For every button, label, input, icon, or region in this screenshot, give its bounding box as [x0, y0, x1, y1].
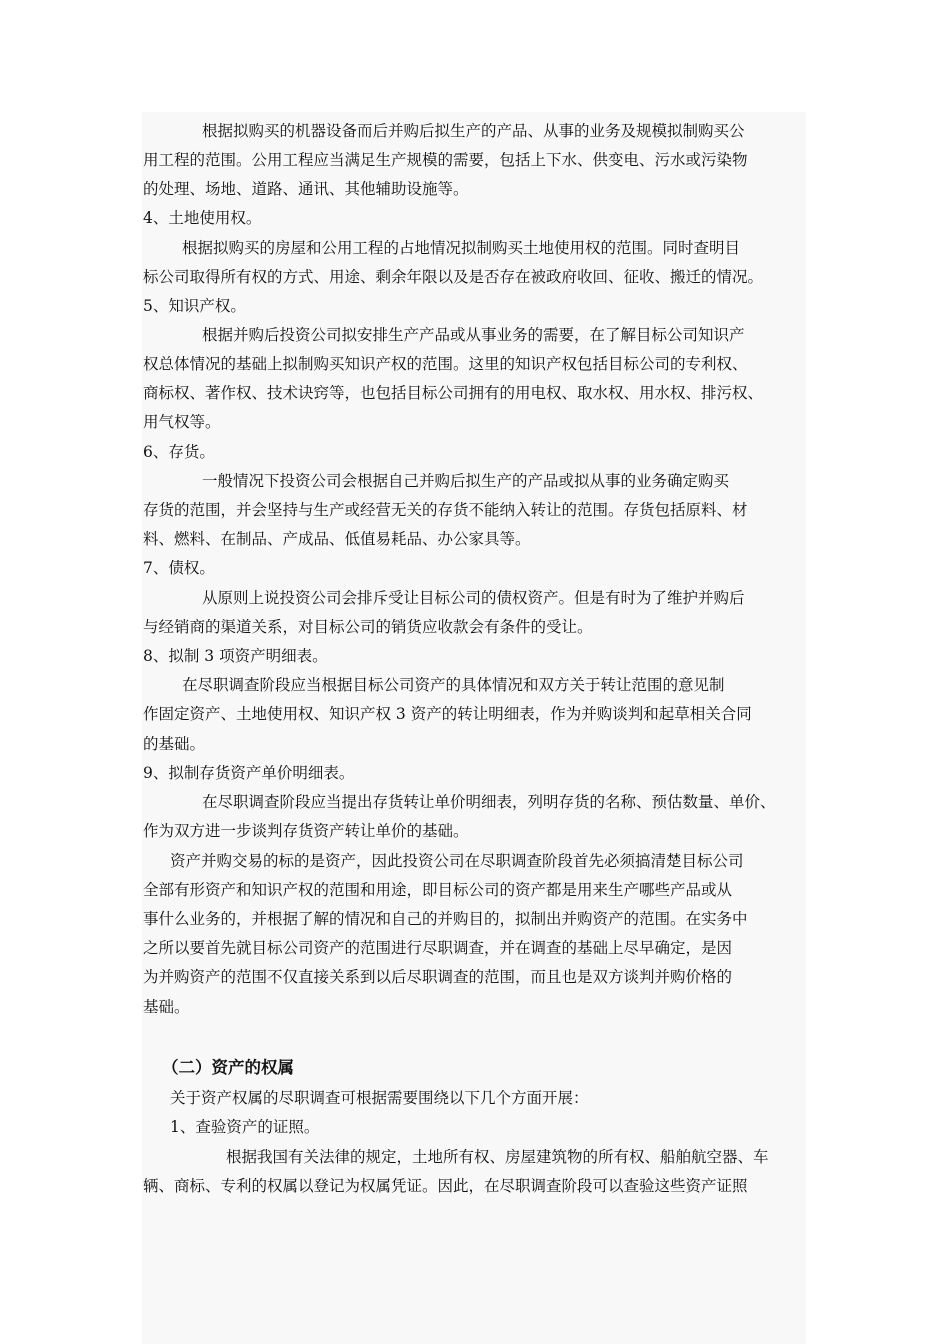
- paragraph-line: 标公司取得所有权的方式、用途、剩余年限以及是否存在被政府收回、征收、搬迁的情况。: [143, 268, 764, 286]
- paragraph-line: 资产并购交易的标的是资产，因此投资公司在尽职调查阶段首先必须搞清楚目标公司: [170, 852, 744, 870]
- paragraph-line: 在尽职调查阶段应当根据目标公司资产的具体情况和双方关于转让范围的意见制: [182, 676, 725, 694]
- paragraph-line: 关于资产权属的尽职调查可根据需要围绕以下几个方面开展：: [170, 1089, 589, 1107]
- paragraph-line: 根据拟购买的房屋和公用工程的占地情况拟制购买土地使用权的范围。同时查明目: [182, 239, 741, 257]
- paragraph-line: 辆、商标、专利的权属以登记为权属凭证。因此，在尽职调查阶段可以查验这些资产证照: [143, 1177, 748, 1195]
- paragraph-line: 商标权、著作权、技术诀窍等，也包括目标公司拥有的用电权、取水权、用水权、排污权、: [143, 384, 764, 402]
- list-item-heading: 6、存货。: [143, 443, 215, 461]
- list-item-heading: 1、查验资产的证照。: [170, 1118, 320, 1136]
- paragraph-line: 从原则上说投资公司会排斥受让目标公司的债权资产。但是有时为了维护并购后: [202, 589, 745, 607]
- paragraph-line: 的基础。: [143, 735, 206, 753]
- paragraph-line: 权总体情况的基础上拟制购买知识产权的范围。这里的知识产权包括目标公司的专利权、: [143, 355, 748, 373]
- list-item-heading: 5、知识产权。: [143, 297, 246, 315]
- list-item-heading: 4、土地使用权。: [143, 209, 262, 227]
- section-heading: （二）资产的权属: [162, 1058, 294, 1077]
- paragraph-line: 与经销商的渠道关系，对目标公司的销货应收款会有条件的受让。: [143, 618, 593, 636]
- paragraph-line: 根据并购后投资公司拟安排生产产品或从事业务的需要，在了解目标公司知识产: [202, 326, 745, 344]
- paragraph-line: 用工程的范围。公用工程应当满足生产规模的需要，包括上下水、供变电、污水或污染物: [143, 151, 748, 169]
- paragraph-line: 基础。: [143, 998, 190, 1016]
- paragraph-line: 为并购资产的范围不仅直接关系到以后尽职调查的范围，而且也是双方谈判并购价格的: [143, 968, 733, 986]
- paragraph-line: 在尽职调查阶段应当提出存货转让单价明细表，列明存货的名称、预估数量、单价、: [202, 793, 776, 811]
- paragraph-line: 之所以要首先就目标公司资产的范围进行尽职调查，并在调查的基础上尽早确定，是因: [143, 939, 733, 957]
- paragraph-line: 用气权等。: [143, 413, 221, 431]
- list-item-heading: 7、债权。: [143, 559, 215, 577]
- paragraph-line: 一般情况下投资公司会根据自己并购后拟生产的产品或拟从事的业务确定购买: [202, 472, 730, 490]
- list-item-heading: 8、拟制 3 项资产明细表。: [143, 647, 328, 665]
- paragraph-line: 作固定资产、土地使用权、知识产权 3 资产的转让明细表，作为并购谈判和起草相关合同: [143, 705, 752, 723]
- paragraph-line: 全部有形资产和知识产权的范围和用途，即目标公司的资产都是用来生产哪些产品或从: [143, 881, 733, 899]
- list-item-heading: 9、拟制存货资产单价明细表。: [143, 764, 355, 782]
- paragraph-line: 存货的范围，并会坚持与生产或经营无关的存货不能纳入转让的范围。存货包括原料、材: [143, 501, 748, 519]
- paragraph-line: 事什么业务的，并根据了解的情况和自己的并购目的，拟制出并购资产的范围。在实务中: [143, 910, 748, 928]
- paragraph-line: 料、燃料、在制品、产成品、低值易耗品、办公家具等。: [143, 530, 531, 548]
- paragraph-line: 的处理、场地、道路、通讯、其他辅助设施等。: [143, 180, 469, 198]
- paragraph-line: 根据拟购买的机器设备而后并购后拟生产的产品、从事的业务及规模拟制购买公: [202, 122, 745, 140]
- paragraph-line: 根据我国有关法律的规定，土地所有权、房屋建筑物的所有权、船舶航空器、车: [226, 1148, 769, 1166]
- paragraph-line: 作为双方进一步谈判存货资产转让单价的基础。: [143, 822, 469, 840]
